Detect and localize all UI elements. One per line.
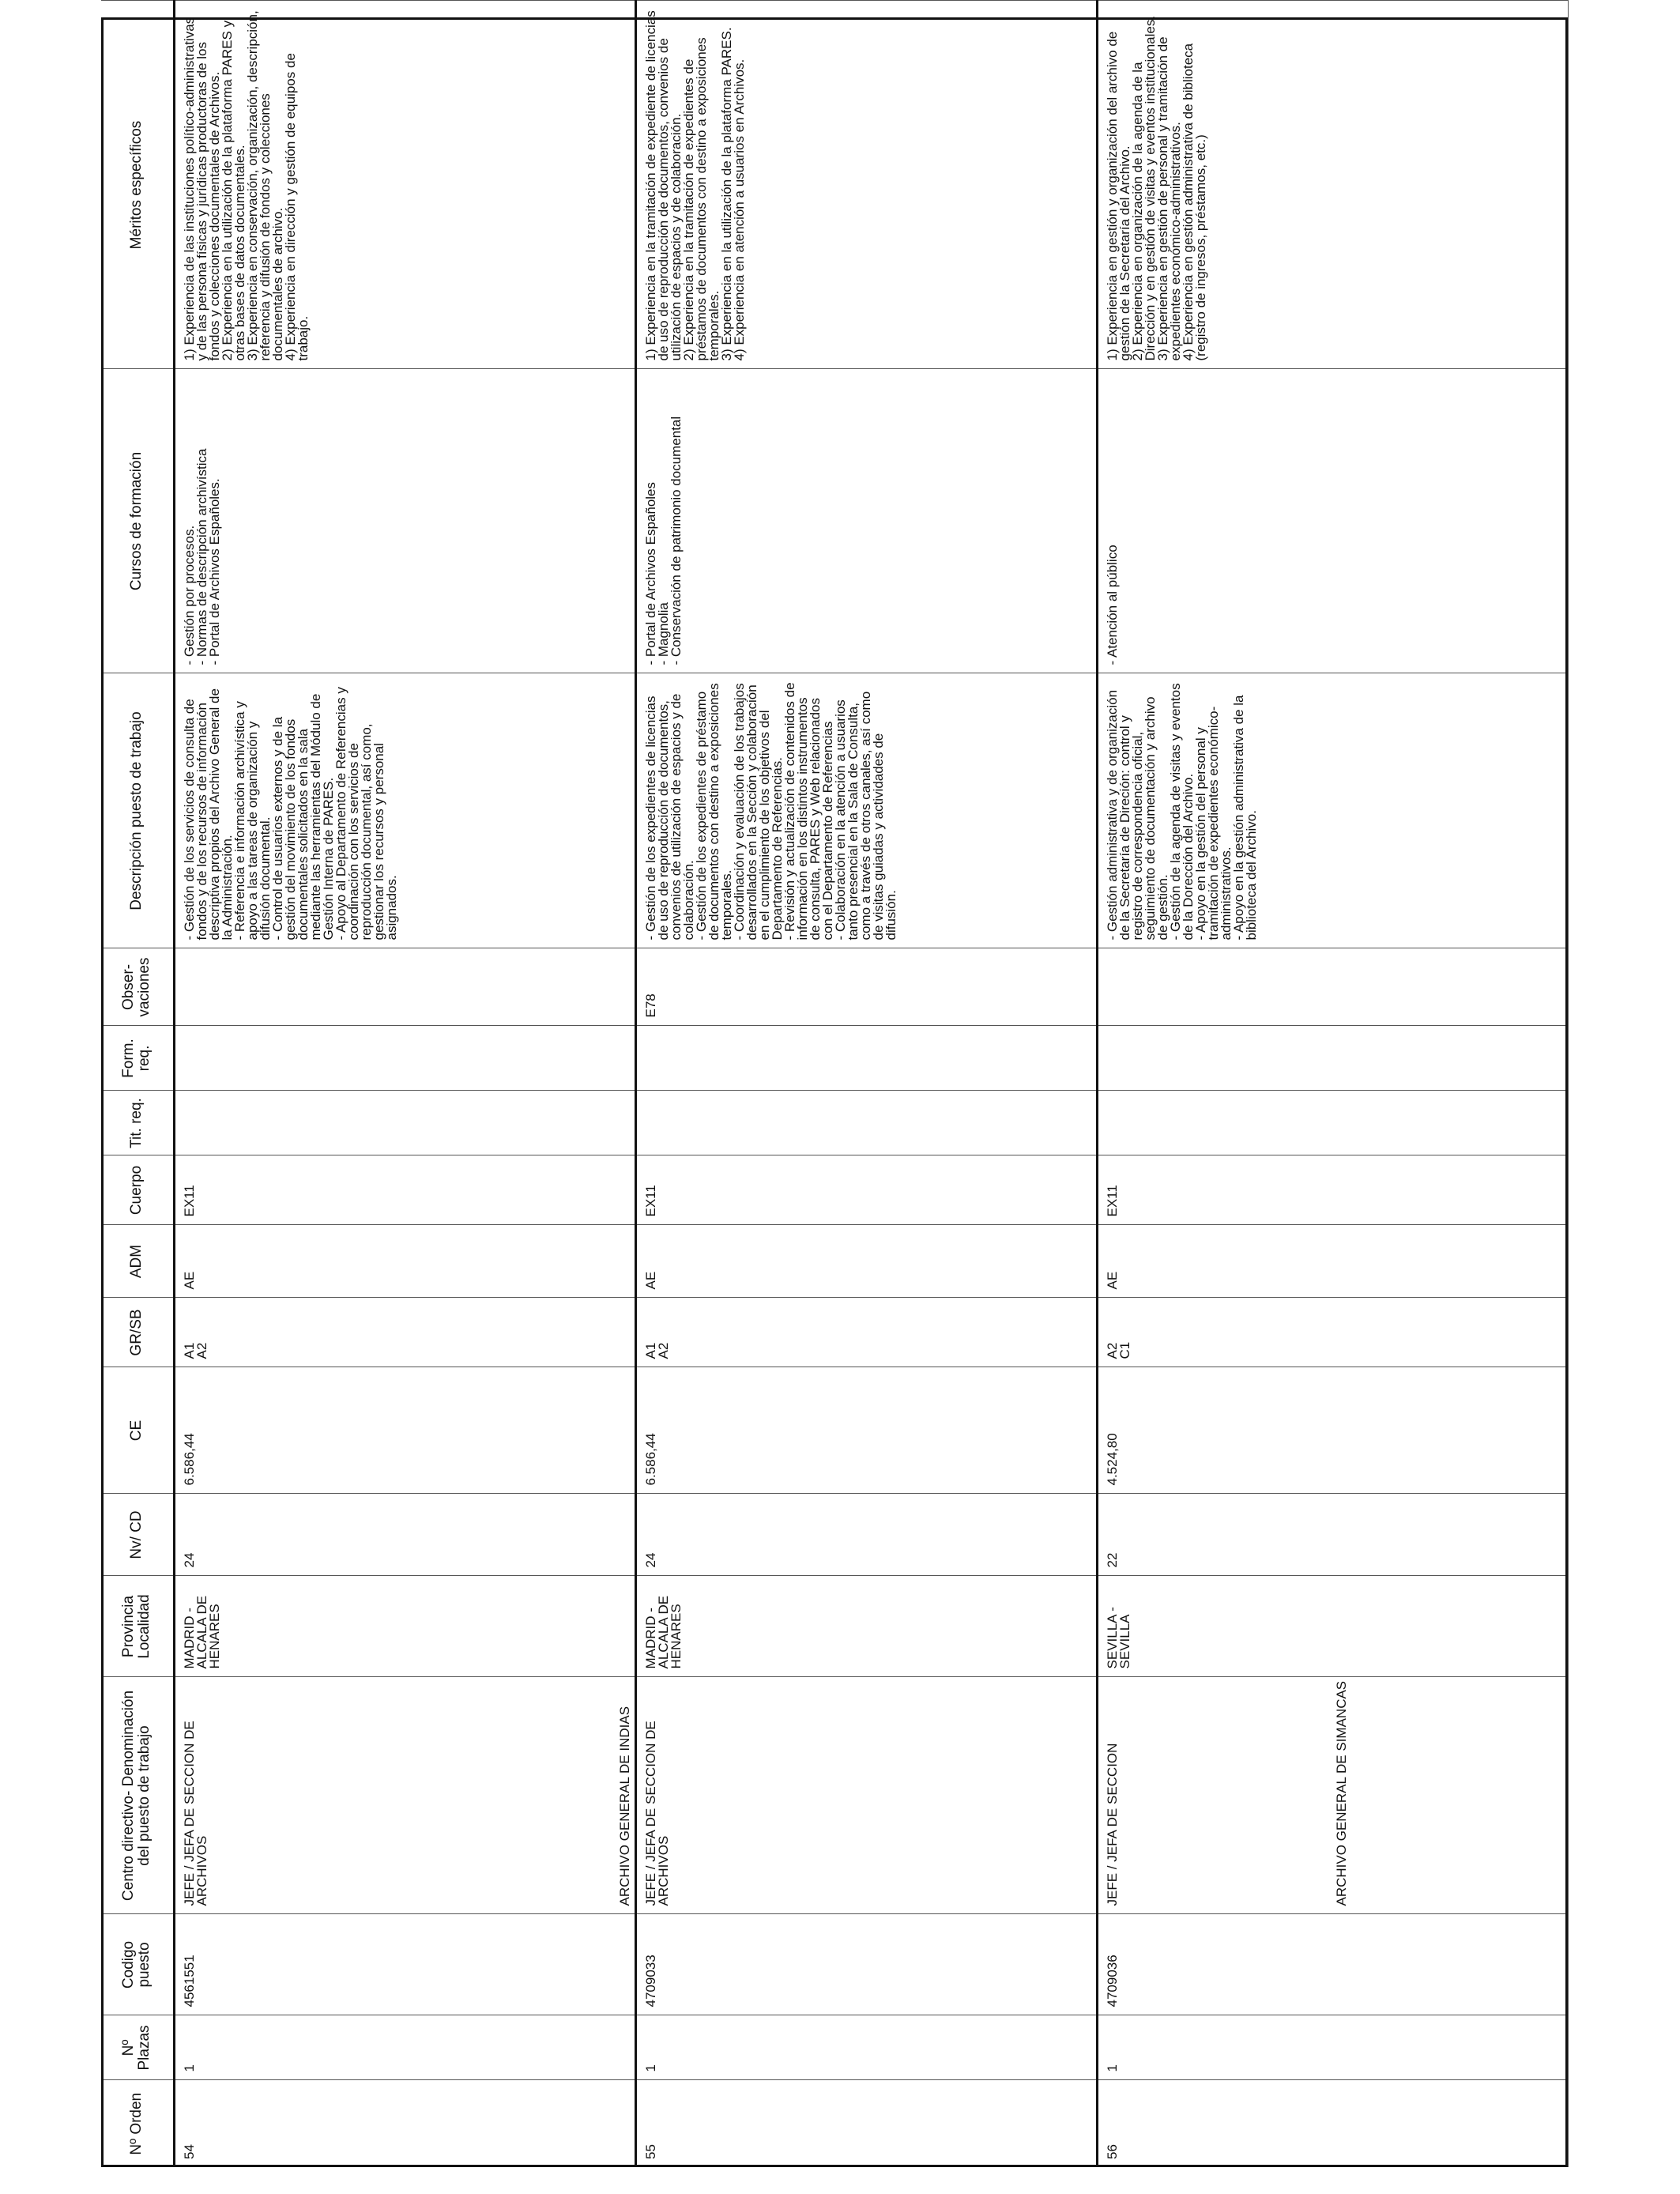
cell-plazas: 1 [174, 2015, 635, 2080]
header-ce: CE [101, 1367, 174, 1494]
rotated-page [101, 10, 1568, 2167]
table-row [1097, 0, 1568, 2167]
cell-orden: 55 [635, 2080, 1097, 2167]
cell-tit [174, 1091, 635, 1155]
cell-nivel: 24 [635, 1494, 1097, 1576]
cell-descripcion: - Gestión de los expedientes de licencias de uso de reproducción de documentos, convenios de utilización de espacios y de colaboración. - Gestión de los expedientes de préstamo de documentos con destino a exposiciones temporales. - Coordinación y evaluación de los trabajos desarrollados en la Sección y colaboración en el cumplimiento de los objetivos del Departamento de Referencias. - Revisión y actualización de contenidos de información en los distintos instrumentos de consulta, PARES y Web relacionados con el Departamento de Referencias - Colaboración en la atención a usuarios tanto presencial en la Sala de Consulta, como a través de otros canales, así como de visitas guiadas y actividades de difusión. [635, 673, 1097, 948]
cell-form [174, 1026, 635, 1091]
cell-provincia: SEVILLA - SEVILLA [1097, 1576, 1568, 1677]
cell-obs [1097, 948, 1568, 1026]
cell-cursos: - Gestión por procesos. - Normas de descripción archivística - Portal de Archivos Españoles. [174, 369, 635, 673]
cell-cuerpo: EX11 [174, 1155, 635, 1225]
cell-max [635, 0, 1097, 1]
centro-title: JEFE / JEFA DE SECCION [1104, 1743, 1120, 1906]
cell-obs [174, 948, 635, 1026]
cell-adm: AE [1097, 1225, 1568, 1298]
cell-adm: AE [635, 1225, 1097, 1298]
cell-ce: 6.586,44 [635, 1367, 1097, 1494]
cell-ce: 4.524,80 [1097, 1367, 1568, 1494]
centro-title: JEFE / JEFA DE SECCION DE ARCHIVOS [642, 1721, 671, 1906]
cell-meritos: 1) Experiencia en la tramitación de expediente de licencias de uso de reproducción de documentos, convenios de utilización de espacios y de colaboración. 2) Experiencia en la tramitación de expedientes de préstamos de documentos con destino a exposiciones temporales. 3) Experiencia en la utilización de la plataforma PARES. 4) Experiencia en atención a usuarios en Archivos. [635, 1, 1097, 369]
cell-cursos: - Portal de Archivos Españoles - Magnolia - Conservación de patrimonio documental [635, 369, 1097, 673]
cell-grsb: A2 C1 [1097, 1298, 1568, 1367]
table-row [635, 0, 1097, 2167]
header-descripcion: Descripción puesto de trabajo [101, 673, 174, 948]
cell-meritos: 1) Experiencia en gestión y organización del archivo de gestión de la Secretaría del Archivo. 2) Experiencia en organización de la agenda de la Dirección y en gestión de visitas y eventos institucionales. 3) Experiencia en gestión de personal y tramitación de expedientes económico-administrativos. 4) Experiencia en gestión administrativa de biblioteca (registro de ingresos, préstamos, etc.) [1097, 1, 1568, 369]
cell-nivel: 22 [1097, 1494, 1568, 1576]
header-obs: Obser- vaciones [101, 948, 174, 1026]
cell-max [1097, 0, 1568, 1]
cell-centro [635, 1677, 1097, 1914]
centro-footer: ARCHIVO GENERAL DE INDIAS [616, 1706, 632, 1906]
header-codigo: Codigo puesto [101, 1914, 174, 2015]
cell-max [174, 0, 635, 1]
header-form: Form. req. [101, 1026, 174, 1091]
cell-orden: 56 [1097, 2080, 1568, 2167]
cell-nivel: 24 [174, 1494, 635, 1576]
cell-descripcion: - Gestión administrativa y de organización de la Secretaría de Direción: control y registro de correspondencia oficial, seguimiento de documentación y archivo de gestión. - Gestión de la agenda de visitas y eventos de la Dorección del Archivo. - Apoyo en la gestión del personal y tramitación de expedientes económico-administrativos. - Apoyo en la gestión administrativa de la biblioteca del Archivo. [1097, 673, 1568, 948]
cell-obs: E78 [635, 948, 1097, 1026]
cell-plazas: 1 [635, 2015, 1097, 2080]
cell-codigo: 4709036 [1097, 1914, 1568, 2015]
cell-form [1097, 1026, 1568, 1091]
cell-form [635, 1026, 1097, 1091]
centro-title: JEFE / JEFA DE SECCION DE ARCHIVOS [181, 1721, 209, 1906]
cell-cuerpo: EX11 [635, 1155, 1097, 1225]
header-orden: Nº Orden [101, 2080, 174, 2167]
header-nivel: Nv/ CD [101, 1494, 174, 1576]
cell-tit [635, 1091, 1097, 1155]
cell-meritos: 1) Experiencia de las instituciones político-administrativas y de las persona físicas y jurídicas productoras de los fondos y colecciones documentales de Archivos. 2) Experiencia en la utilización de la plataforma PARES y otras bases de datos documentales. 3) Experiencia en conservación, organización, descripción, referencia y difusión de fondos y colecciones documentales de archivo. 4) Experiencia en dirección y gestión de equipos de trabajo. [174, 1, 635, 369]
table-row [174, 0, 635, 2167]
cell-tit [1097, 1091, 1568, 1155]
cell-ce: 6.586,44 [174, 1367, 635, 1494]
rotated-table-container [101, 10, 1568, 2167]
cell-provincia: MADRID - ALCALA DE HENARES [174, 1576, 635, 1677]
centro-footer: ARCHIVO GENERAL DE SIMANCAS [1333, 1680, 1349, 1906]
cell-grsb: A1 A2 [174, 1298, 635, 1367]
cell-cuerpo: EX11 [1097, 1155, 1568, 1225]
header-adm: ADM [101, 1225, 174, 1298]
cell-codigo: 4561551 [174, 1914, 635, 2015]
header-max [101, 0, 174, 1]
cell-codigo: 4709033 [635, 1914, 1097, 2015]
header-centro: Centro directivo- Denominación del puesto de trabajo [101, 1677, 174, 1914]
cell-plazas: 1 [1097, 2015, 1568, 2080]
header-row [101, 0, 174, 2167]
cell-cursos: - Atención al público [1097, 369, 1568, 673]
cell-adm: AE [174, 1225, 635, 1298]
header-tit: Tit. req. [101, 1091, 174, 1155]
header-meritos: Méritos específicos [101, 1, 174, 369]
cell-centro [174, 1677, 635, 1914]
cell-centro [1097, 1677, 1568, 1914]
cell-orden: 54 [174, 2080, 635, 2167]
header-cuerpo: Cuerpo [101, 1155, 174, 1225]
cell-provincia: MADRID - ALCALA DE HENARES [635, 1576, 1097, 1677]
header-grsb: GR/SB [101, 1298, 174, 1367]
header-provincia: Provincia Localidad [101, 1576, 174, 1677]
header-plazas: Nº Plazas [101, 2015, 174, 2080]
header-cursos: Cursos de formación [101, 369, 174, 673]
cell-grsb: A1 A2 [635, 1298, 1097, 1367]
cell-descripcion: - Gestión de los servicios de consulta de fondos y de los recursos de información descriptiva propios del Archivo General de la Administración. - Referencia e información archivística y apoyo a las tareas de organización y difusión documental. - Control de usuarios externos y de la gestión del movimiento de los fondos documentales solicitados en la sala mediante las herramientas del Módulo de Gestión Interna de PARES. - Apoyo al Departamento de Referencias y coordinación con los servicios de reproducción documental, así como, gestionar los recursos y personal asignados. [174, 673, 635, 948]
positions-table [101, 0, 1569, 2167]
